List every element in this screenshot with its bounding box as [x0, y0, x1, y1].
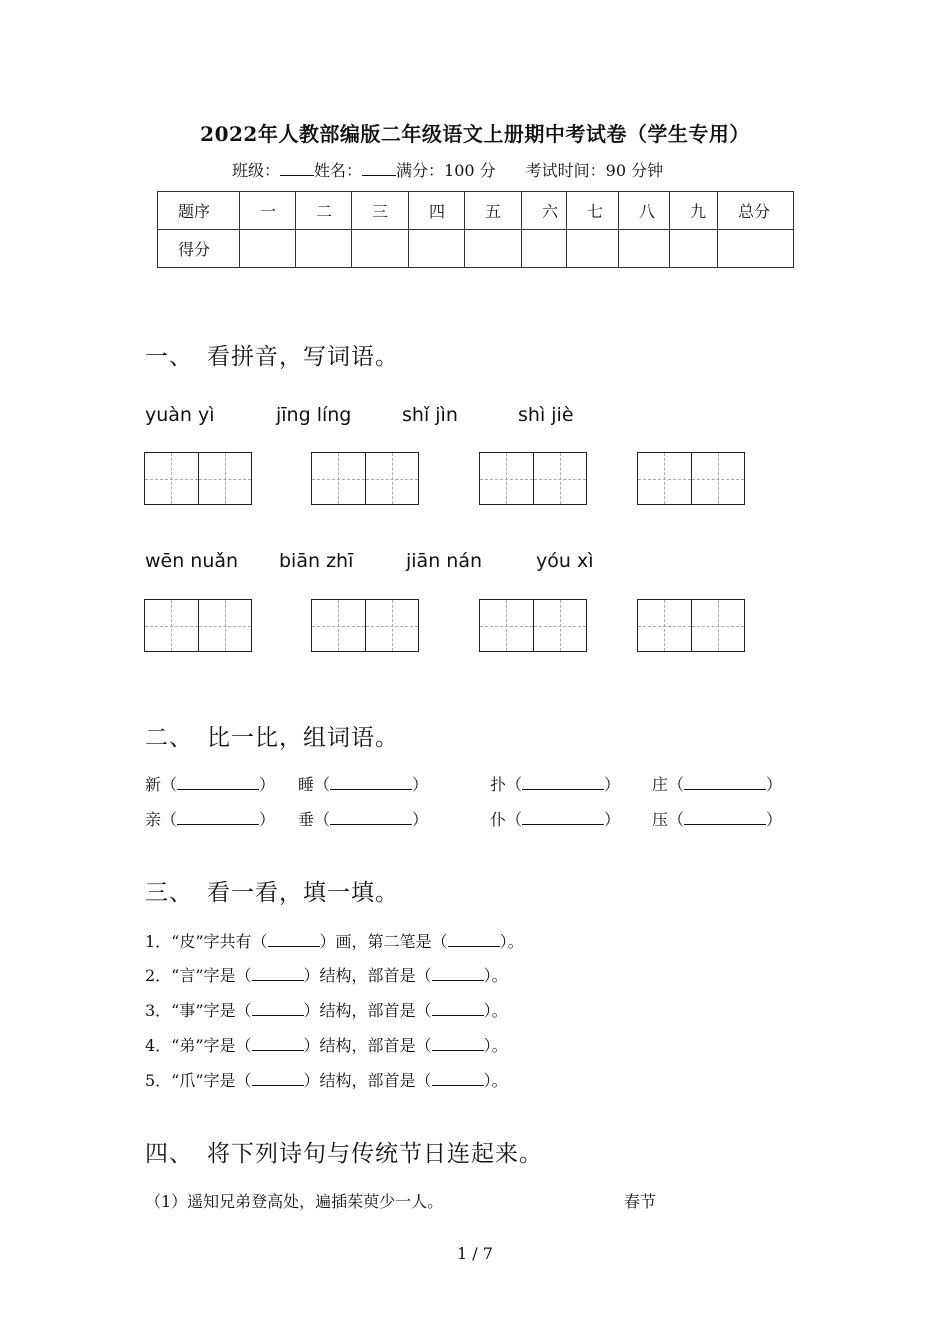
question-item: [145, 963, 508, 986]
writing-grid[interactable]: [144, 599, 252, 652]
score-cell[interactable]: [670, 230, 718, 268]
paren: ）: [412, 810, 429, 829]
pinyin: yuàn yì: [145, 404, 215, 426]
char-pair: [298, 772, 428, 795]
section-2-heading: [145, 719, 399, 752]
section-title: 看拼音，写词语。: [207, 344, 399, 370]
section-title: 看一看，填一填。: [207, 880, 399, 906]
table-cell: 题序: [158, 192, 240, 230]
question-item: [145, 1068, 508, 1091]
name-blank[interactable]: [362, 161, 396, 176]
pinyin: shì jiè: [518, 404, 574, 426]
char-pair: [145, 772, 275, 795]
question-item: [145, 929, 524, 952]
score-cell[interactable]: [567, 230, 619, 268]
paren: ）: [412, 775, 429, 794]
question-text: 5．“爪”字是（: [145, 1071, 252, 1090]
name-label: 姓名：: [314, 161, 363, 180]
paren: ）: [259, 810, 276, 829]
question-text: ）结构，部首是（: [303, 966, 432, 985]
paren: （: [161, 810, 178, 829]
section-number: 四、: [145, 1141, 193, 1167]
pinyin: yóu xì: [536, 550, 594, 572]
answer-blank[interactable]: [268, 934, 320, 947]
answer-blank[interactable]: [177, 812, 259, 825]
pinyin: biān zhī: [279, 550, 354, 572]
answer-blank[interactable]: [684, 812, 766, 825]
exam-info: [232, 158, 663, 181]
question-item: [145, 998, 508, 1021]
class-blank[interactable]: [280, 161, 314, 176]
char-pair: [652, 772, 782, 795]
char-pair: [652, 807, 782, 830]
class-label: 班级：: [232, 161, 281, 180]
answer-blank[interactable]: [330, 777, 412, 790]
question-text: ）。: [499, 932, 524, 951]
table-cell: 三: [352, 192, 409, 230]
score-cell[interactable]: [296, 230, 352, 268]
answer-blank[interactable]: [252, 1073, 304, 1086]
char: 仆: [490, 810, 507, 829]
paren: （: [314, 775, 331, 794]
question-text: 1．“皮”字共有（: [145, 932, 268, 951]
writing-grid[interactable]: [637, 452, 745, 505]
score-cell[interactable]: [465, 230, 522, 268]
char-pair: [145, 807, 275, 830]
table-cell: 四: [409, 192, 465, 230]
page-title: 2022年人教部编版二年级语文上册期中考试卷（学生专用）: [200, 122, 750, 146]
paren: （: [506, 775, 523, 794]
question-text: ）结构，部首是（: [303, 1036, 432, 1055]
exam-time: 考试时间：90 分钟: [525, 161, 664, 180]
question-text: 4．“弟”字是（: [145, 1036, 252, 1055]
paren: ）: [604, 775, 621, 794]
question-text: ）结构，部首是（: [303, 1001, 432, 1020]
question-text: ）。: [483, 1001, 508, 1020]
section-4-heading: [145, 1135, 543, 1168]
score-label: 得分: [158, 230, 240, 268]
table-cell: 一: [240, 192, 296, 230]
answer-blank[interactable]: [522, 812, 604, 825]
pinyin: jīng líng: [276, 404, 352, 426]
score-table: [157, 191, 794, 268]
answer-blank[interactable]: [432, 1073, 484, 1086]
question-text: ）结构，部首是（: [303, 1071, 432, 1090]
writing-grid[interactable]: [311, 452, 419, 505]
paren: ）: [766, 810, 783, 829]
section-title: 比一比，组词语。: [207, 725, 399, 751]
char-pair: [298, 807, 428, 830]
poem-line: （1）遥知兄弟登高处，遍插茱萸少一人。: [145, 1192, 444, 1211]
writing-grid[interactable]: [311, 599, 419, 652]
question-text: ）。: [483, 966, 508, 985]
answer-blank[interactable]: [448, 934, 500, 947]
score-cell[interactable]: [522, 230, 567, 268]
answer-blank[interactable]: [432, 968, 484, 981]
score-cell[interactable]: [718, 230, 794, 268]
table-cell: 二: [296, 192, 352, 230]
question-text: ）。: [483, 1071, 508, 1090]
paren: （: [161, 775, 178, 794]
paren: （: [668, 810, 685, 829]
section-number: 一、: [145, 344, 193, 370]
score-cell[interactable]: [619, 230, 670, 268]
answer-blank[interactable]: [432, 1038, 484, 1051]
answer-blank[interactable]: [252, 1003, 304, 1016]
char: 庄: [652, 775, 669, 794]
answer-blank[interactable]: [252, 968, 304, 981]
paren: （: [314, 810, 331, 829]
paren: （: [668, 775, 685, 794]
section-1-heading: [145, 338, 399, 371]
page-number: 1 / 7: [457, 1244, 493, 1263]
question-item: [145, 1033, 508, 1056]
answer-blank[interactable]: [684, 777, 766, 790]
answer-blank[interactable]: [432, 1003, 484, 1016]
table-cell: 七: [567, 192, 619, 230]
writing-grid[interactable]: [637, 599, 745, 652]
section-3-heading: [145, 874, 399, 907]
paren: （: [506, 810, 523, 829]
table-cell: 五: [465, 192, 522, 230]
score-table-score-row: [158, 230, 794, 268]
char-pair: [490, 772, 620, 795]
section-title: 将下列诗句与传统节日连起来。: [207, 1141, 543, 1167]
question-text: 3．“事”字是（: [145, 1001, 252, 1020]
table-cell: 六: [522, 192, 567, 230]
question-text: 2．“言”字是（: [145, 966, 252, 985]
pinyin: shǐ jìn: [402, 404, 458, 426]
score-cell[interactable]: [409, 230, 465, 268]
table-cell: 总分: [718, 192, 794, 230]
section-number: 三、: [145, 880, 193, 906]
section-number: 二、: [145, 725, 193, 751]
answer-blank[interactable]: [177, 777, 259, 790]
char: 扑: [490, 775, 507, 794]
paren: ）: [259, 775, 276, 794]
writing-grid[interactable]: [479, 452, 587, 505]
paren: ）: [766, 775, 783, 794]
answer-blank[interactable]: [252, 1038, 304, 1051]
score-cell[interactable]: [352, 230, 409, 268]
char-pair: [490, 807, 620, 830]
festival-label: 春节: [624, 1192, 657, 1211]
score-table-header-row: [158, 192, 794, 230]
pinyin: jiān nán: [406, 550, 483, 572]
table-cell: 九: [670, 192, 718, 230]
paren: ）: [604, 810, 621, 829]
char: 压: [652, 810, 669, 829]
char: 睡: [298, 775, 315, 794]
char: 亲: [145, 810, 162, 829]
writing-grid[interactable]: [479, 599, 587, 652]
answer-blank[interactable]: [330, 812, 412, 825]
question-text: ）。: [483, 1036, 508, 1055]
char: 新: [145, 775, 162, 794]
score-cell[interactable]: [240, 230, 296, 268]
char: 垂: [298, 810, 315, 829]
table-cell: 八: [619, 192, 670, 230]
full-score: 满分：100 分: [396, 161, 496, 180]
question-text: ）画，第二笔是（: [319, 932, 448, 951]
pinyin: wēn nuǎn: [145, 550, 239, 572]
writing-grid[interactable]: [144, 452, 252, 505]
answer-blank[interactable]: [522, 777, 604, 790]
